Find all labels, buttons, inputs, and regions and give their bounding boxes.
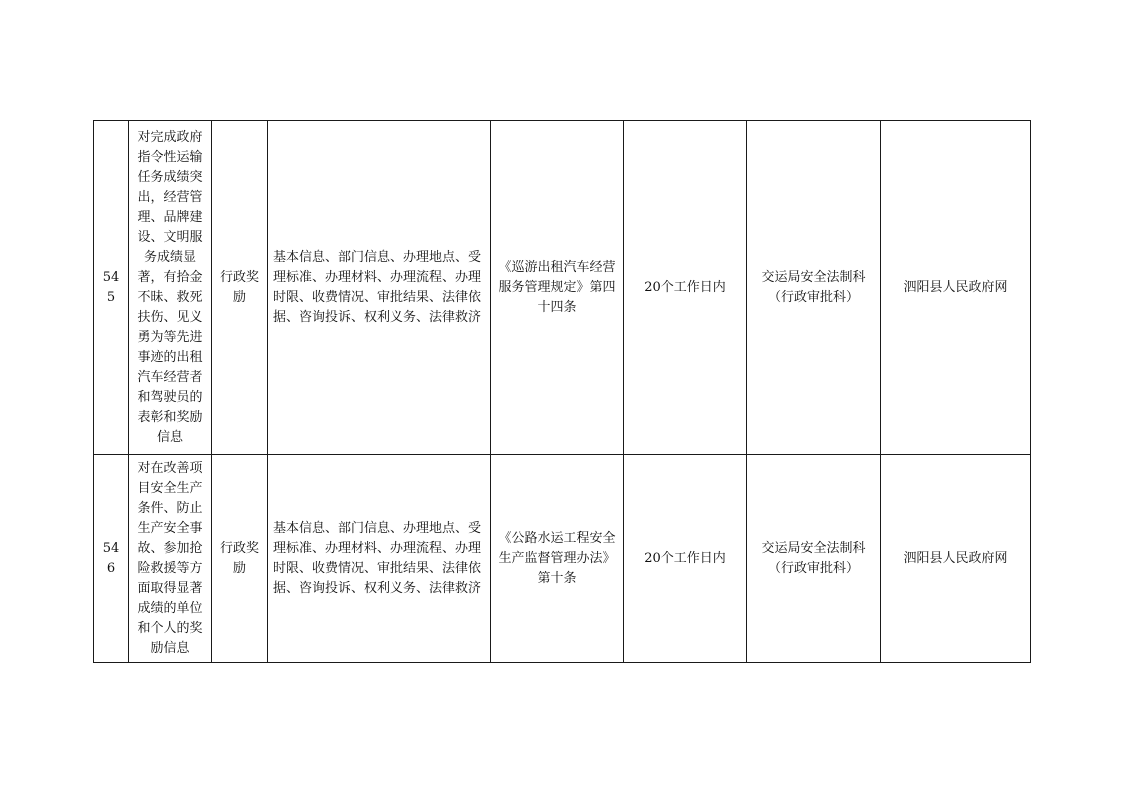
disclosure-content: 基本信息、部门信息、办理地点、受理标准、办理材料、办理流程、办理时限、收费情况、审批结果、法律依据、咨询投诉、权利义务、法律救济 xyxy=(268,455,491,663)
row-number: 546 xyxy=(94,455,129,663)
item-name: 对在改善项目安全生产条件、防止生产安全事故、参加抢险救援等方面取得显著成绩的单位和个人的奖励信息 xyxy=(129,455,212,663)
time-limit: 20个工作日内 xyxy=(624,455,747,663)
responsible-department: 交运局安全法制科（行政审批科） xyxy=(747,121,881,455)
disclosure-content: 基本信息、部门信息、办理地点、受理标准、办理材料、办理流程、办理时限、收费情况、审批结果、法律依据、咨询投诉、权利义务、法律救济 xyxy=(268,121,491,455)
time-limit: 20个工作日内 xyxy=(624,121,747,455)
table-row xyxy=(94,121,1031,455)
item-category: 行政奖励 xyxy=(212,455,268,663)
row-number: 545 xyxy=(94,121,129,455)
responsible-department: 交运局安全法制科（行政审批科） xyxy=(747,455,881,663)
table-row xyxy=(94,455,1031,663)
item-name: 对完成政府指令性运输任务成绩突出，经营管理、品牌建设、文明服务成绩显著，有拾金不昧、救死扶伤、见义勇为等先进事迹的出租汽车经营者和驾驶员的表彰和奖励信息 xyxy=(129,121,212,455)
disclosure-channel: 泗阳县人民政府网 xyxy=(881,121,1031,455)
legal-basis: 《巡游出租汽车经营服务管理规定》第四十四条 xyxy=(491,121,624,455)
item-category: 行政奖励 xyxy=(212,121,268,455)
disclosure-table xyxy=(93,120,1031,663)
legal-basis: 《公路水运工程安全生产监督管理办法》第十条 xyxy=(491,455,624,663)
disclosure-channel: 泗阳县人民政府网 xyxy=(881,455,1031,663)
